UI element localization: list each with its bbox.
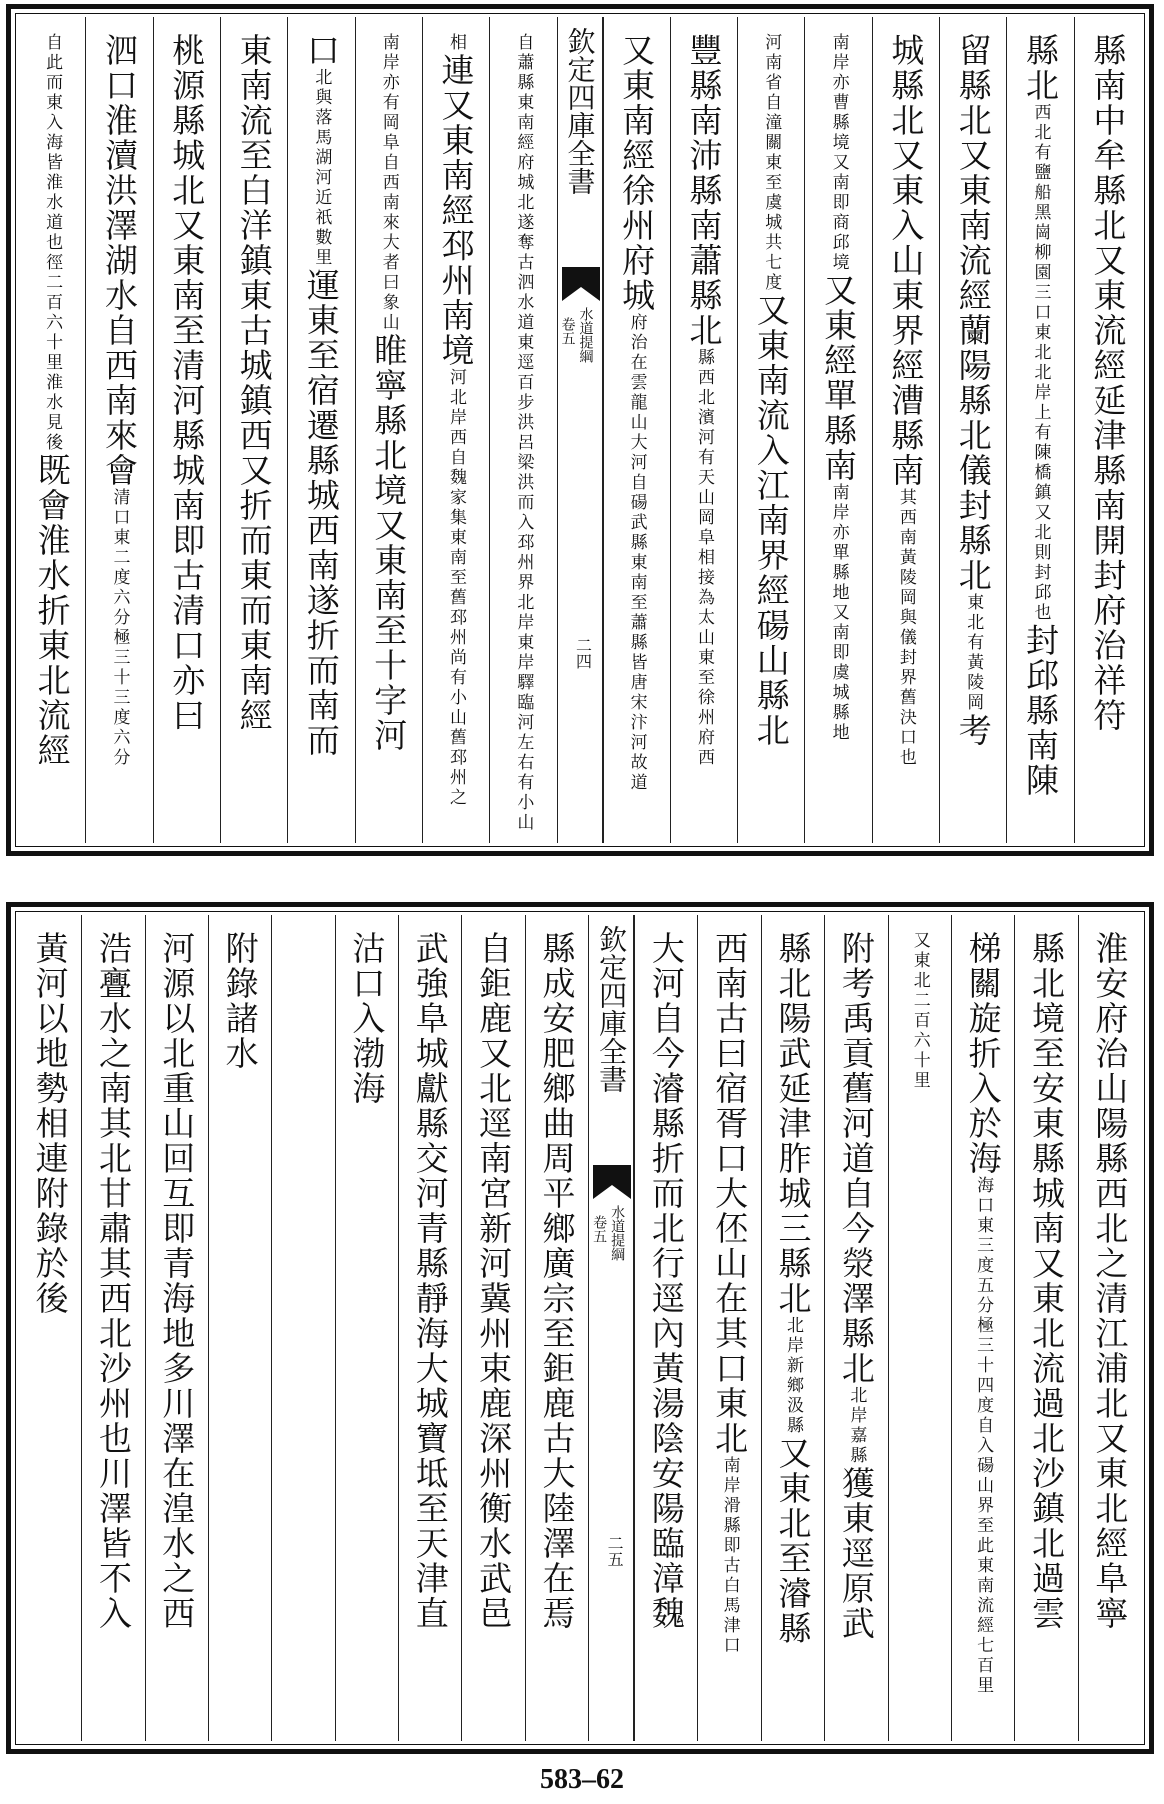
- top-col-8-note-a: 府治在雲龍山大河自碭武縣: [626, 313, 647, 553]
- bottom-col-2: [1014, 915, 1077, 1741]
- top-col-3-text: 留縣北又東南流經蘭陽縣北儀封縣北: [953, 33, 993, 593]
- bottom-col-7-text: 西南古曰宿胥口大伾山在其口東北: [710, 931, 750, 1456]
- bottom-col-1: [1078, 915, 1141, 1741]
- top-col-7-note-a: 縣西北濱河有天山岡阜相: [693, 348, 714, 568]
- top-col-9: [489, 17, 556, 843]
- top-col-1: [1074, 17, 1141, 843]
- bottom-col-6: [761, 915, 824, 1741]
- top-col-8-text: 又東南經徐州府城: [617, 33, 657, 313]
- top-book-title: 欽定四庫全書: [563, 27, 597, 195]
- bottom-col-1-text: 淮安府治山陽縣西北之清江浦北又東北經阜寧: [1090, 931, 1130, 1631]
- bottom-col-15: [145, 915, 208, 1741]
- top-chapter-title: 水道提綱: [577, 307, 594, 363]
- bottom-col-17-text: 黃河以地勢相連附錄於後: [30, 931, 70, 1316]
- bottom-page-frame: [6, 902, 1154, 1754]
- bottom-col-5-note-b: 嘉縣: [846, 1426, 867, 1466]
- bottom-col-17: [19, 915, 81, 1741]
- bottom-col-3-note-a: 海口東三度五分極三十四度自: [973, 1176, 994, 1436]
- top-folio: 二四: [573, 637, 593, 669]
- bottom-col-6-note-a: 北岸新: [783, 1316, 804, 1376]
- top-col-11-text: 睢寧縣北境又東南至十字河: [369, 333, 409, 753]
- bottom-col-9: [525, 915, 588, 1741]
- bottom-center-strip: [588, 915, 634, 1741]
- top-col-6-note-a: 河南省自潼關東: [761, 33, 782, 173]
- bottom-volume: 卷五: [591, 1215, 608, 1243]
- top-col-5-note-b: 又南即商邱境: [828, 153, 849, 273]
- bottom-col-16: [81, 915, 144, 1741]
- top-col-7-text: 豐縣南沛縣南蕭縣北: [684, 33, 724, 348]
- top-col-15-note-a: 清口東二度六分: [109, 488, 130, 628]
- top-col-4: [872, 17, 939, 843]
- bottom-col-5: [824, 915, 887, 1741]
- bottom-col-11-text: 武強阜城獻縣交河青縣靜海大城寶坻至天津直: [410, 931, 450, 1631]
- top-col-6: [737, 17, 804, 843]
- top-col-2-note-b: 北岸上有陳橋鎮又北則封邱也: [1030, 363, 1051, 623]
- bottom-col-5-note-a: 北岸: [846, 1386, 867, 1426]
- top-col-15-text: 泗口淮瀆洪澤湖水自西南來會: [99, 33, 139, 488]
- bottom-col-8-text: 大河自今濬縣折而北行逕內黃湯陰安陽臨漳魏: [646, 931, 686, 1631]
- fishtail-mark-icon: [593, 1165, 631, 1199]
- top-col-5: [804, 17, 871, 843]
- top-col-12-note-a: 北與落馬湖: [311, 68, 332, 168]
- bottom-col-11: [398, 915, 461, 1741]
- top-col-2-note-a: 西北有鹽船黑崗柳園三口東北: [1030, 103, 1051, 363]
- top-col-10-text: 連又東南經邳州南境: [436, 53, 476, 368]
- top-col-8-note-b: 東南至蕭縣皆唐宋汴河故道: [626, 553, 647, 793]
- bottom-col-3: [951, 915, 1014, 1741]
- top-col-3-note-b: 黃陵岡: [963, 653, 984, 713]
- bottom-col-13: [271, 915, 334, 1741]
- top-col-2: [1006, 17, 1073, 843]
- bottom-col-9-text: 縣成安肥鄉曲周平鄉廣宗至鉅鹿古大陸澤在焉: [537, 931, 577, 1631]
- top-col-1-text: 縣南中牟縣北又東流經延津縣南開封府治祥符: [1088, 33, 1128, 733]
- top-col-12-text-b: 運東至宿遷縣城西南遂折而南而: [301, 268, 341, 758]
- top-col-16-note-b: 也徑二百六十里淮水見後: [42, 233, 63, 453]
- top-col-5-text: 又東經單縣南: [819, 273, 859, 483]
- bottom-col-4-note-a: 又東北二: [909, 931, 930, 1011]
- top-col-8: [603, 17, 670, 843]
- top-col-7-note-b: 接為太山東至徐州府西: [693, 568, 714, 768]
- bottom-col-7-note-a: 南岸滑縣即: [719, 1456, 740, 1556]
- top-col-15: [85, 17, 152, 843]
- bottom-col-3-text: 梯關旋折入於海: [963, 931, 1003, 1176]
- top-col-14: [153, 17, 220, 843]
- bottom-col-7: [697, 915, 760, 1741]
- fishtail-mark-icon: [562, 267, 600, 301]
- top-col-6-note-b: 至虞城共七度: [761, 173, 782, 293]
- top-col-16: [19, 17, 85, 843]
- top-page-frame: [6, 4, 1154, 856]
- top-col-13: [220, 17, 287, 843]
- bottom-col-7-note-b: 古白馬津口: [719, 1556, 740, 1656]
- bottom-col-6-text: 縣北陽武延津胙城三縣北: [773, 931, 813, 1316]
- bottom-col-6-text-b: 又東北至濬縣: [773, 1436, 813, 1646]
- top-volume: 卷五: [559, 317, 576, 345]
- top-col-4-note-b: 儀封界舊決口也: [895, 628, 916, 768]
- bottom-col-2-text: 縣北境至安東縣城南又東北流過北沙鎮北過雲: [1026, 931, 1066, 1631]
- top-col-12-note-b: 河近祇數里: [311, 168, 332, 268]
- top-col-2-text: 縣北: [1021, 33, 1061, 103]
- bottom-col-10: [461, 915, 524, 1741]
- top-col-6-text: 又東南流入江南界經碭山縣北: [751, 293, 791, 748]
- bottom-col-5-text: 附考禹貢舊河道自今滎澤縣北: [836, 931, 876, 1386]
- bottom-col-8: [634, 915, 697, 1741]
- bottom-chapter-title: 水道提綱: [609, 1205, 626, 1261]
- top-col-3-note-a: 東北有: [963, 593, 984, 653]
- top-col-14-text: 桃源縣城北又東南至清河縣城南即古清口亦曰: [167, 33, 207, 733]
- top-col-12-text: 口: [301, 33, 341, 68]
- top-col-5-note-c: 南岸亦單縣地又南: [828, 483, 849, 643]
- bottom-col-12: [335, 915, 398, 1741]
- top-col-3: [939, 17, 1006, 843]
- top-col-11-note-b: 南來大者曰象山: [378, 193, 399, 333]
- top-col-10-note-a: 相: [446, 33, 467, 53]
- top-col-4-note-a: 其西南黃陵岡與: [895, 488, 916, 628]
- bottom-col-4: [888, 915, 951, 1741]
- top-col-13-text: 東南流至白洋鎮東古城鎮西又折而東而東南經: [234, 33, 274, 733]
- bottom-col-12-text: 沽口入渤海: [347, 931, 387, 1106]
- top-col-2-text-b: 封邱縣南陳: [1021, 623, 1061, 798]
- top-col-12: [287, 17, 354, 843]
- bottom-page-columns: [19, 915, 1141, 1741]
- bottom-book-title: 欽定四庫全書: [595, 925, 629, 1093]
- top-col-10: [422, 17, 489, 843]
- top-col-10-note-c: 舊邳州尚有小山舊邳州之: [446, 588, 467, 808]
- top-col-9-note-b: 呂梁洪而入邳州界北岸東岸驛臨河左右有小山: [513, 433, 534, 833]
- top-col-5-note-d: 即虞城縣地: [828, 643, 849, 743]
- bottom-col-5-text-b: 獲東逕原武: [836, 1466, 876, 1641]
- bottom-col-6-note-b: 鄉汲縣: [783, 1376, 804, 1436]
- top-col-9-note-a: 自蕭縣東南經府城北遂奪古泗水道東逕百步洪: [513, 33, 534, 433]
- bottom-col-3-note-b: 入碭山界至此東南流經七百里: [973, 1436, 994, 1696]
- bottom-col-15-text: 河源以北重山回互即青海地多川澤在湟水之西: [157, 931, 197, 1631]
- top-col-11: [355, 17, 422, 843]
- bottom-col-10-text: 自鉅鹿又北逕南宮新河冀州束鹿深州衡水武邑: [474, 931, 514, 1631]
- bottom-col-14: [208, 915, 271, 1741]
- bottom-col-4-note-b: 百六十里: [909, 1011, 930, 1091]
- top-page-columns: [19, 17, 1141, 843]
- top-col-3-text-b: 考: [953, 713, 993, 748]
- bottom-col-16-text: 浩亹水之南其北甘肅其西北沙州也川澤皆不入: [93, 931, 133, 1631]
- top-col-5-note-a: 南岸亦曹縣境: [828, 33, 849, 153]
- bottom-col-14-text: 附錄諸水: [220, 931, 260, 1071]
- bottom-folio: 二五: [605, 1535, 625, 1567]
- top-col-11-note-a: 南岸亦有岡阜自西: [378, 33, 399, 193]
- top-center-strip: [557, 17, 603, 843]
- top-col-16-note-a: 自此而東入海皆淮水道: [42, 33, 63, 233]
- top-col-7: [670, 17, 737, 843]
- top-col-16-text: 既會淮水折東北流經: [32, 453, 72, 768]
- top-col-4-text: 城縣北又東入山東界經漕縣南: [886, 33, 926, 488]
- top-col-10-note-b: 河北岸西自魏家集東南至: [446, 368, 467, 588]
- top-col-15-note-b: 極三十三度六分: [109, 628, 130, 768]
- page-number: 583–62: [540, 1764, 624, 1795]
